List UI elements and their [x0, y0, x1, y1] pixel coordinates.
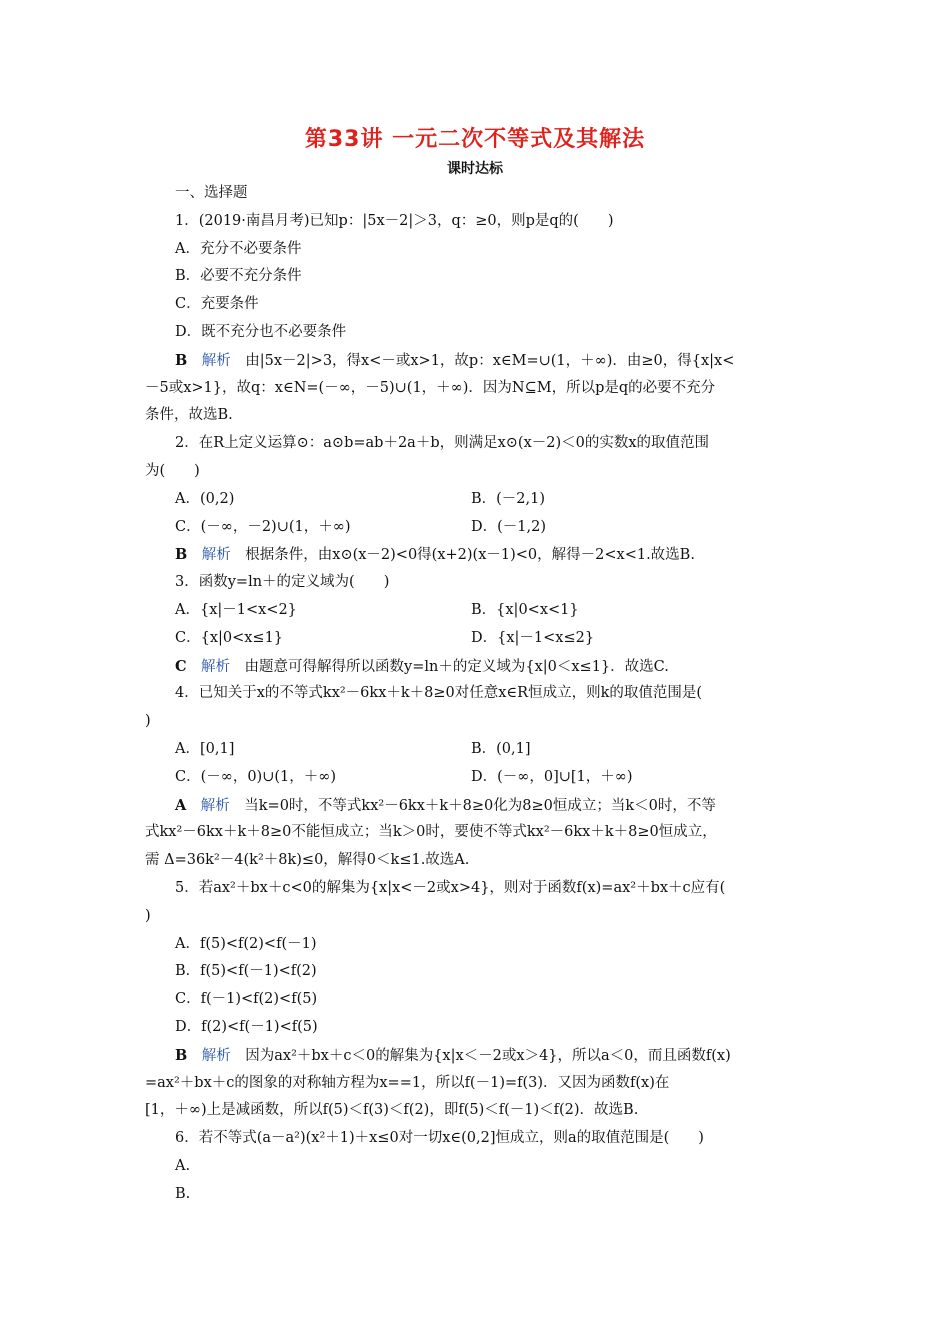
question-1-answer: B — [175, 351, 188, 369]
question-1-option-d: D．既不充分也不必要条件 — [175, 323, 347, 340]
question-2-options-row — [145, 486, 807, 514]
question-2-stem: 2．在R上定义运算⊙：a⊙b=ab＋2a＋b，则满足x⊙(x－2)＜0的实数x的取值范围 — [175, 435, 710, 452]
question-4-answer: A — [175, 796, 187, 814]
question-4-option-d: D．(－∞，0]∪[1，＋∞) — [471, 768, 633, 785]
document-body — [145, 180, 807, 1208]
analysis-label: 解析 — [200, 797, 230, 814]
question-4-option-c: C．(－∞，0)∪(1，＋∞) — [175, 768, 336, 785]
question-2-options-row — [145, 514, 807, 542]
question-3-options-row — [145, 597, 807, 625]
question-5-analysis-line — [145, 1042, 807, 1070]
question-3-option-d: D．{x|－1<x≤2} — [471, 629, 595, 646]
question-1-option-b: B．必要不充分条件 — [175, 268, 302, 285]
question-6-stem: 6．若不等式(a－a²)(x²＋1)＋x≤0对一切x∈(0,2]恒成立，则a的取值范围是( ) — [175, 1130, 704, 1147]
page-subtitle: 课时达标 — [447, 161, 503, 177]
question-5-stem: 5．若ax²＋bx＋c<0的解集为{x|x<－2或x>4}，则对于函数f(x)=ax²＋bx＋c应有( — [175, 879, 726, 896]
analysis-text: 由题意可得解得所以函数y=ln＋的定义域为{x|0＜x≤1}．故选C. — [244, 658, 669, 675]
question-5-option-b: B．f(5)<f(－1)<f(2) — [175, 963, 317, 980]
analysis-text: 当k=0时，不等式kx²－6kx＋k＋8≥0化为8≥0恒成立；当k＜0时，不等 — [244, 797, 716, 814]
question-5-option-c: C．f(－1)<f(2)<f(5) — [175, 991, 318, 1008]
question-4-stem: 4．已知关于x的不等式kx²－6kx＋k＋8≥0对任意x∈R恒成立，则k的取值范围是( — [175, 685, 703, 702]
analysis-label: 解析 — [201, 547, 231, 564]
question-5-option-d: D．f(2)<f(－1)<f(5) — [175, 1018, 318, 1035]
question-4-option-a: A．[0,1] — [175, 740, 235, 757]
question-2-option-c: C．(－∞，－2)∪(1，＋∞) — [175, 518, 351, 535]
question-5-analysis-cont: [1，＋∞)上是减函数，所以f(5)＜f(3)＜f(2)，即f(5)＜f(－1)＜f(2)．故选B. — [145, 1102, 639, 1119]
question-4-option-b: B．(0,1] — [471, 740, 531, 757]
question-3-option-c: C．{x|0<x≤1} — [175, 629, 284, 646]
question-4-stem-cont: ) — [145, 713, 151, 730]
question-1-option-c: C．充要条件 — [175, 296, 259, 313]
analysis-label: 解析 — [201, 352, 231, 369]
question-3-option-b: B．{x|0<x<1} — [471, 601, 579, 618]
section-heading: 一、选择题 — [175, 185, 248, 201]
question-3-option-a: A．{x|－1<x<2} — [175, 601, 297, 618]
question-4-options-row — [145, 736, 807, 764]
page-title: 第33讲 一元二次不等式及其解法 — [304, 127, 646, 152]
question-6-option-b: B. — [175, 1185, 191, 1202]
question-4-analysis-cont: 式kx²－6kx＋k＋8≥0不能恒成立；当k＞0时，要使不等式kx²－6kx＋k＋8≥0恒成立， — [145, 824, 717, 841]
question-4-analysis-line — [145, 792, 807, 820]
question-5-analysis-cont: =ax²＋bx＋c的图象的对称轴方程为x==1，所以f(－1)=f(3)．又因为函数f(x)在 — [145, 1074, 670, 1091]
analysis-label: 解析 — [201, 658, 231, 675]
question-5-stem-cont: ) — [145, 907, 151, 924]
analysis-text: 由|5x－2|>3，得x<－或x>1，故p：x∈M=∪(1，＋∞)．由≥0，得{x|x< — [245, 352, 735, 369]
analysis-text: 因为ax²＋bx＋c＜0的解集为{x|x＜－2或x＞4}，所以a＜0，而且函数f(x) — [245, 1047, 731, 1064]
analysis-label: 解析 — [201, 1047, 231, 1064]
question-3-stem: 3．函数y=ln＋的定义域为( ) — [175, 574, 390, 591]
analysis-text: 根据条件，由x⊙(x－2)<0得(x+2)(x－1)<0，解得－2<x<1.故选B. — [245, 547, 695, 564]
question-2-option-d: D．(－1,2) — [471, 518, 546, 535]
question-3-options-row — [145, 625, 807, 653]
question-4-analysis-cont: 需 Δ=36k²－4(k²＋8k)≤0，解得0＜k≤1.故选A. — [145, 852, 470, 869]
question-1-stem: 1．(2019·南昌月考)已知p：|5x－2|＞3，q：≥0，则p是q的( ) — [175, 212, 614, 229]
question-5-answer: B — [175, 1046, 188, 1064]
question-2-option-a: A．(0,2) — [175, 490, 235, 507]
question-1-analysis-line — [145, 347, 807, 375]
question-4-options-row — [145, 764, 807, 792]
question-5-option-a: A．f(5)<f(2)<f(－1) — [175, 935, 317, 952]
question-3-answer: C — [175, 657, 187, 675]
question-2-analysis-line — [145, 541, 807, 569]
question-2-answer: B — [175, 546, 188, 564]
question-3-analysis-line — [145, 653, 807, 681]
question-6-option-a: A. — [175, 1157, 191, 1174]
question-2-option-b: B．(－2,1) — [471, 490, 546, 507]
question-1-analysis-cont: －5或x>1}，故q：x∈N=(－∞，－5)∪(1，＋∞)．因为N⊆M，所以p是q的必要不充分 — [145, 379, 716, 396]
question-2-stem-cont: 为( ) — [145, 462, 200, 479]
question-1-option-a: A．充分不必要条件 — [175, 240, 302, 257]
question-1-analysis-cont: 条件，故选B. — [145, 407, 233, 424]
